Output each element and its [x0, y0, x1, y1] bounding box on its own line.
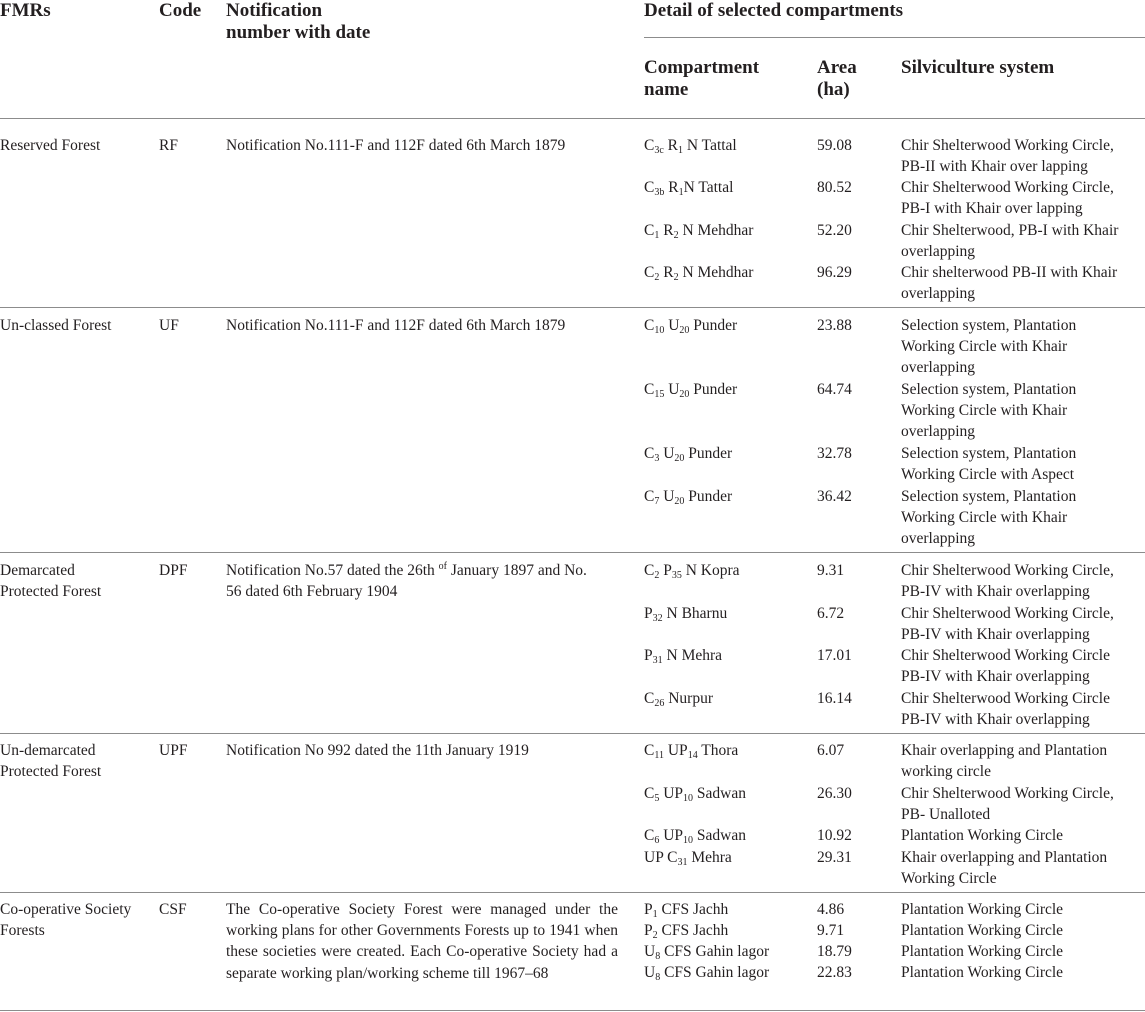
fmr-name: Co-operative Society [0, 901, 132, 918]
header-notification-line2: number with date [226, 22, 371, 43]
compartment-name: $P_1$ CFS Jachh [644, 901, 729, 920]
silviculture-line: overlapping [901, 423, 976, 440]
fmr-code: UF [159, 317, 179, 334]
compartment-area: 36.42 [817, 488, 852, 505]
fmr-name: Un-classed Forest [0, 317, 112, 334]
fmr-name-line2: Protected Forest [0, 763, 102, 780]
silviculture-line: Chir shelterwood PB-II with Khair [901, 264, 1118, 281]
silviculture-line: PB-IV with Khair overlapping [901, 583, 1090, 600]
compartment-area: 96.29 [817, 264, 852, 281]
fmr-name-line2: Protected Forest [0, 583, 102, 600]
silviculture-line: Working Circle [901, 870, 997, 887]
rule-group-divider [0, 307, 1145, 308]
fmr-code: DPF [159, 562, 188, 579]
fmr-name: Un-demarcated [0, 742, 96, 759]
compartment-name: $U_8$ CFS Gahin lagor [644, 943, 770, 962]
silviculture-line: PB-II with Khair over lapping [901, 158, 1088, 175]
rule-header-bottom [0, 118, 1145, 119]
header-divider [644, 37, 1145, 38]
compartment-name: $C_1$ $R_2$ N Mehdhar [644, 222, 754, 241]
silviculture-line: Chir Shelterwood Working Circle, [901, 785, 1114, 802]
fmr-code: UPF [159, 742, 188, 759]
compartment-area: 64.74 [817, 381, 852, 398]
fmr-name: Reserved Forest [0, 137, 101, 154]
header-code: Code [159, 0, 202, 21]
silviculture-line: Working Circle with Khair [901, 338, 1068, 355]
header-detail: Detail of selected compartments [644, 0, 904, 21]
rule-table-bottom [0, 1010, 1145, 1011]
silviculture-line: Chir Shelterwood Working Circle, [901, 562, 1114, 579]
compartment-area: 52.20 [817, 222, 852, 239]
silviculture-line: Working Circle with Khair [901, 402, 1068, 419]
silviculture-line: Khair overlapping and Plantation [901, 742, 1108, 759]
silviculture-line: PB- Unalloted [901, 806, 991, 823]
notification-text: Notification No 992 dated the 11th January 1919 [226, 742, 529, 759]
compartment-name: UP $C_{31}$ Mehra [644, 849, 732, 868]
compartment-area: 23.88 [817, 317, 852, 334]
fmr-name: Demarcated [0, 562, 75, 579]
compartment-area: 80.52 [817, 179, 852, 196]
compartment-area: 32.78 [817, 445, 852, 462]
compartment-name: $C_2$ $P_{35}$ N Kopra [644, 562, 740, 581]
compartment-name: $P_{32}$ N Bharnu [644, 605, 728, 624]
rule-group-divider [0, 733, 1145, 734]
compartment-name: $U_8$ CFS Gahin lagor [644, 964, 770, 983]
header-notification: Notification [226, 0, 323, 21]
compartment-name: $P_{31}$ N Mehra [644, 647, 723, 666]
silviculture-line: Chir Shelterwood Working Circle [901, 690, 1110, 707]
silviculture-line: PB-IV with Khair overlapping [901, 668, 1090, 685]
silviculture-line: Plantation Working Circle [901, 943, 1064, 960]
header-area: Area [817, 57, 857, 78]
silviculture-line: working circle [901, 763, 991, 780]
compartment-area: 9.71 [817, 922, 845, 939]
compartment-name: $C_{3c}$ $R_1$ N Tattal [644, 137, 737, 156]
silviculture-line: overlapping [901, 530, 976, 547]
silviculture-line: Working Circle with Khair [901, 509, 1068, 526]
compartment-area: 26.30 [817, 785, 852, 802]
compartment-area: 59.08 [817, 137, 852, 154]
silviculture-line: Chir Shelterwood Working Circle, [901, 179, 1114, 196]
notification-text: The Co-operative Society Forest were managed under the working plans for other Governments Forests up to 1941 when these societies were created. Each Co-operative Society had a separate working plan/working scheme till 1967–68 [226, 901, 618, 982]
notification-text-line2: 56 dated 6th February 1904 [226, 583, 398, 600]
compartment-name: $C_{15}$ $U_{20}$ Punder [644, 381, 738, 400]
compartment-name: $C_7$ $U_{20}$ Punder [644, 488, 733, 507]
silviculture-line: PB-IV with Khair overlapping [901, 711, 1090, 728]
silviculture-line: PB-IV with Khair overlapping [901, 626, 1090, 643]
compartment-name: $C_5$ $UP_{10}$ Sadwan [644, 785, 746, 804]
silviculture-line: Chir Shelterwood Working Circle, [901, 605, 1114, 622]
silviculture-line: Selection system, Plantation [901, 445, 1077, 462]
notification-text: Notification No.57 dated the 26th $^{of}$ January 1897 and No. [226, 561, 587, 579]
compartment-area: 9.31 [817, 562, 845, 579]
silviculture-line: overlapping [901, 359, 976, 376]
compartment-area: 18.79 [817, 943, 852, 960]
fmr-name-line2: Forests [0, 922, 45, 939]
compartment-name: $C_{26}$ Nurpur [644, 690, 713, 709]
header-compartment: Compartment [644, 57, 760, 78]
compartment-name: $C_6$ $UP_{10}$ Sadwan [644, 827, 746, 846]
compartment-area: 16.14 [817, 690, 852, 707]
fmr-code: CSF [159, 901, 187, 918]
rule-group-divider [0, 552, 1145, 553]
silviculture-line: overlapping [901, 243, 976, 260]
compartment-area: 22.83 [817, 964, 852, 981]
silviculture-line: Plantation Working Circle [901, 901, 1064, 918]
silviculture-line: Plantation Working Circle [901, 964, 1064, 981]
silviculture-line: Chir Shelterwood Working Circle [901, 647, 1110, 664]
header-silviculture: Silviculture system [901, 57, 1055, 78]
silviculture-line: overlapping [901, 285, 976, 302]
fmr-code: RF [159, 137, 178, 154]
compartment-name: $C_2$ $R_2$ N Mehdhar [644, 264, 754, 283]
silviculture-line: Selection system, Plantation [901, 317, 1077, 334]
compartment-area: 17.01 [817, 647, 852, 664]
silviculture-line: Working Circle with Aspect [901, 466, 1075, 483]
silviculture-line: Selection system, Plantation [901, 381, 1077, 398]
silviculture-line: Khair overlapping and Plantation [901, 849, 1108, 866]
silviculture-line: Chir Shelterwood, PB-I with Khair [901, 222, 1119, 239]
compartment-name: $C_{3b}$ $R_1N$ Tattal [644, 179, 734, 198]
header-area-line2: (ha) [817, 79, 850, 100]
compartment-name: $C_{10}$ $U_{20}$ Punder [644, 317, 738, 336]
rule-group-divider [0, 892, 1145, 893]
notification-text: Notification No.111-F and 112F dated 6th March 1879 [226, 137, 566, 154]
compartment-area: 6.07 [817, 742, 845, 759]
compartment-name: $P_2$ CFS Jachh [644, 922, 729, 941]
silviculture-line: Chir Shelterwood Working Circle, [901, 137, 1114, 154]
header-compartment-line2: name [644, 79, 689, 100]
silviculture-line: Plantation Working Circle [901, 922, 1064, 939]
header-fmrs: FMRs [0, 0, 51, 21]
notification-text: Notification No.111-F and 112F dated 6th March 1879 [226, 317, 566, 334]
compartment-area: 4.86 [817, 901, 845, 918]
compartment-area: 10.92 [817, 827, 852, 844]
compartment-name: $C_{11}$ $UP_{14}$ Thora [644, 742, 739, 761]
silviculture-line: PB-I with Khair over lapping [901, 200, 1083, 217]
compartment-name: $C_3$ $U_{20}$ Punder [644, 445, 733, 464]
silviculture-line: Plantation Working Circle [901, 827, 1064, 844]
compartment-area: 29.31 [817, 849, 852, 866]
compartment-area: 6.72 [817, 605, 845, 622]
silviculture-line: Selection system, Plantation [901, 488, 1077, 505]
